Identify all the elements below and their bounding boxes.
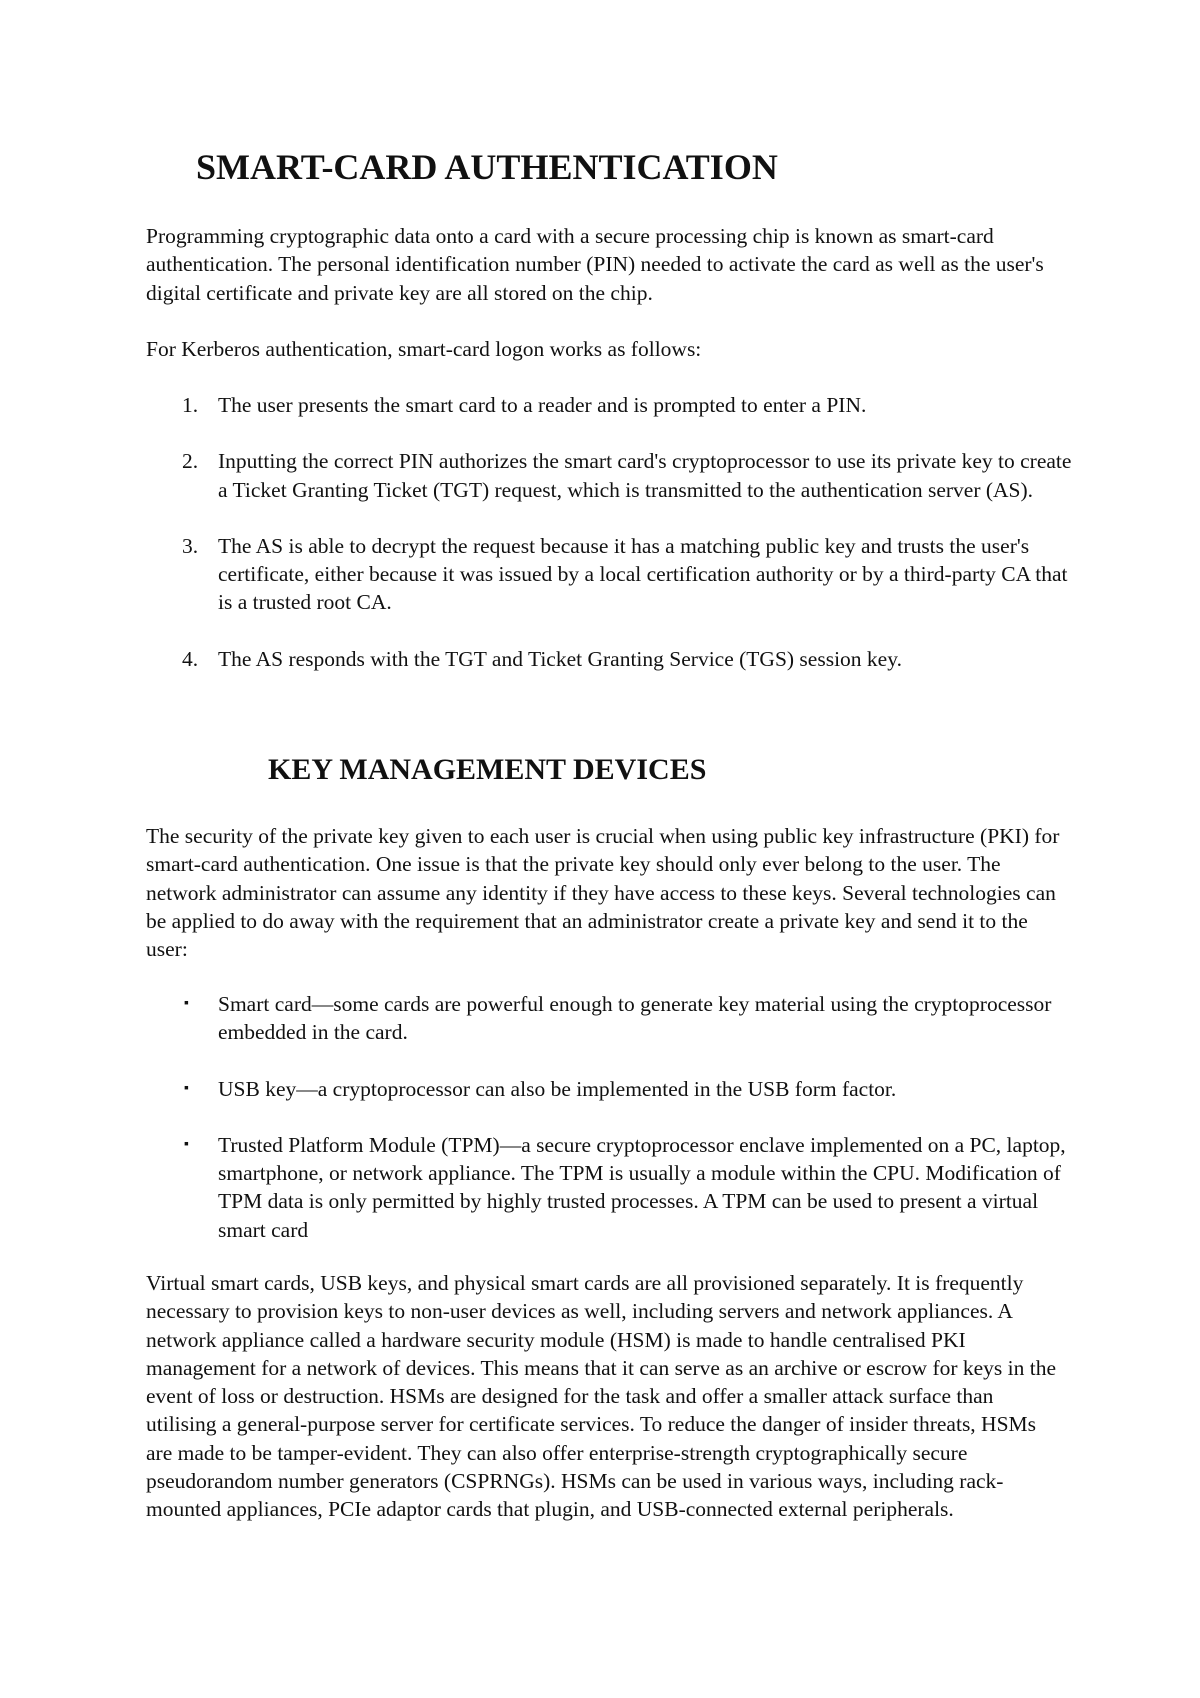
list-item: [146, 447, 1076, 504]
list-marker: 3.: [182, 533, 199, 558]
list-item: [146, 1131, 1076, 1244]
bullet-marker: ▪: [184, 1136, 189, 1152]
steps-intro-paragraph: For Kerberos authentication, smart-card logon works as follows:: [146, 337, 702, 361]
list-item-text: Inputting the correct PIN authorizes the smart card's cryptoprocessor to use its private key to create a Ticket Granting Ticket (TGT) request, which is transmitted to the authentication server (AS).: [218, 449, 1072, 502]
bullet-marker: ▪: [184, 996, 189, 1011]
steps-list: [146, 391, 1076, 673]
list-marker: 2.: [182, 449, 199, 474]
bullet-list: [146, 990, 1076, 1244]
section-intro-paragraph: The security of the private key given to each user is crucial when using public key infrastructure (PKI) for smart-card authentication. One issue is that the private key should only ever belong to the user. The network administrator can assume any identity if they have access to these keys. Several technologies can be applied to do away with the requirement that an administrator create a private key and send it to the user:: [146, 824, 1060, 962]
list-item-text: The AS responds with the TGT and Ticket Granting Service (TGS) session key.: [218, 646, 902, 671]
bullet-marker: ▪: [184, 1080, 189, 1096]
list-item: [146, 1075, 1076, 1103]
list-item-text: The user presents the smart card to a reader and is prompted to enter a PIN.: [218, 393, 867, 417]
section-title: KEY MANAGEMENT DEVICES: [268, 753, 707, 786]
list-marker: 4.: [182, 646, 199, 671]
list-item: [146, 532, 1076, 617]
list-item: [146, 990, 1076, 1047]
closing-paragraph: Virtual smart cards, USB keys, and physical smart cards are all provisioned separately. It is frequently necessary to provision keys to non-user devices as well, including servers and network appliances. A network appliance called a hardware security module (HSM) is made to handle centralised PKI management for a network of devices. This means that it can serve as an archive or escrow for keys in the event of loss or destruction. HSMs are designed for the task and offer a smaller attack surface than utilising a general-purpose server for certificate services. To reduce the danger of insider threats, HSMs are made to be tamper-evident. They can also offer enterprise-strength cryptographically secure pseudorandom number generators (CSPRNGs). HSMs can be used in various ways, including rack-mounted appliances, PCIe adaptor cards that plugin, and USB-connected external peripherals.: [146, 1271, 1057, 1522]
page-title: SMART-CARD AUTHENTICATION: [196, 147, 778, 187]
list-item: [146, 391, 1076, 419]
list-item-text: The AS is able to decrypt the request because it has a matching public key and trusts the user's certificate, either because it was issued by a local certification authority or by a third-party CA that is a trusted root CA.: [218, 533, 1068, 615]
list-item-text: USB key—a cryptoprocessor can also be implemented in the USB form factor.: [218, 1076, 897, 1101]
intro-paragraph: Programming cryptographic data onto a card with a secure processing chip is known as smart-card authentication. The personal identification number (PIN) needed to activate the card as well as the user's digital certificate and private key are all stored on the chip.: [146, 224, 1044, 305]
list-item-text: Smart card—some cards are powerful enough to generate key material using the cryptoprocessor embedded in the card.: [218, 992, 1052, 1045]
list-item-text: Trusted Platform Module (TPM)—a secure cryptoprocessor enclave implemented on a PC, laptop, smartphone, or network appliance. The TPM is usually a module within the CPU. Modification of TPM data is only permitted by highly trusted processes. A TPM can be used to present a virtual smart card: [218, 1132, 1066, 1242]
list-item: [146, 645, 1076, 673]
list-marker: 1.: [182, 393, 199, 417]
